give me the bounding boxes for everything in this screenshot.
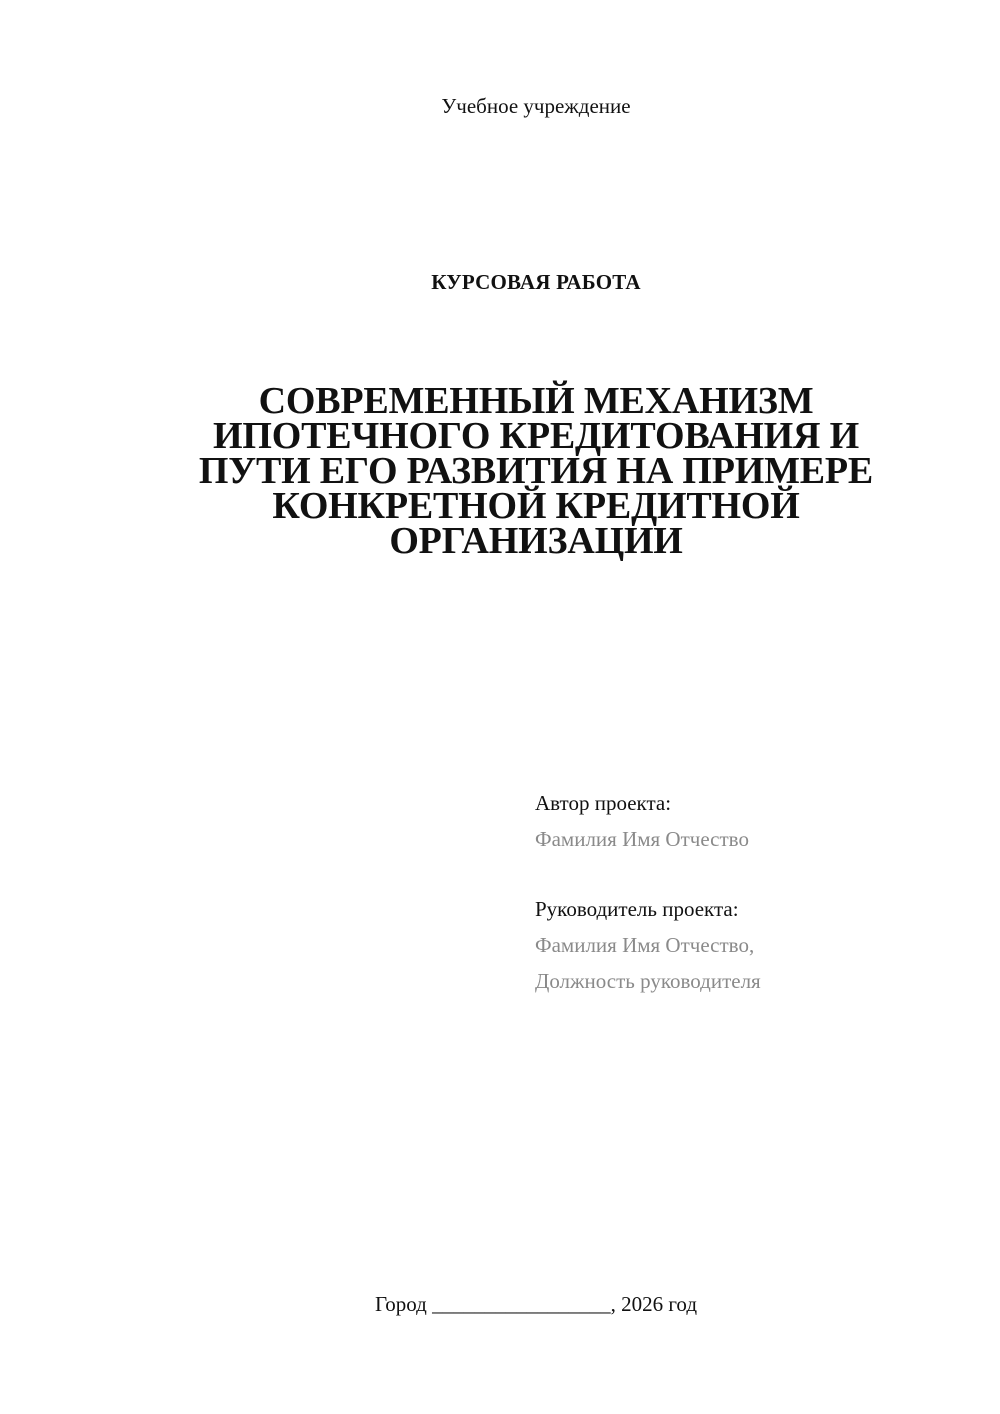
author-info-block: [535, 788, 975, 996]
title-line: КОНКРЕТНОЙ КРЕДИТНОЙ: [272, 485, 800, 527]
title-line: ИПОТЕЧНОГО КРЕДИТОВАНИЯ И: [213, 415, 859, 457]
author-name-placeholder: Фамилия Имя Отчество: [535, 827, 749, 851]
document-title: [170, 380, 902, 562]
institution-name: Учебное учреждение: [441, 94, 631, 118]
title-line: ПУТИ ЕГО РАЗВИТИЯ НА ПРИМЕРЕ: [198, 450, 874, 492]
title-line: ОРГАНИЗАЦИИ: [389, 520, 683, 562]
author-label: Автор проекта:: [535, 791, 672, 815]
title-line: СОВРЕМЕННЫЙ МЕХАНИЗМ: [258, 380, 814, 422]
supervisor-label: Руководитель проекта:: [535, 897, 739, 921]
work-type-heading: КУРСОВАЯ РАБОТА: [431, 270, 641, 294]
supervisor-name-placeholder: Фамилия Имя Отчество,: [535, 933, 755, 957]
city-year-line: Город _________________, 2026 год: [374, 1292, 698, 1316]
supervisor-position-placeholder: Должность руководителя: [535, 969, 761, 993]
